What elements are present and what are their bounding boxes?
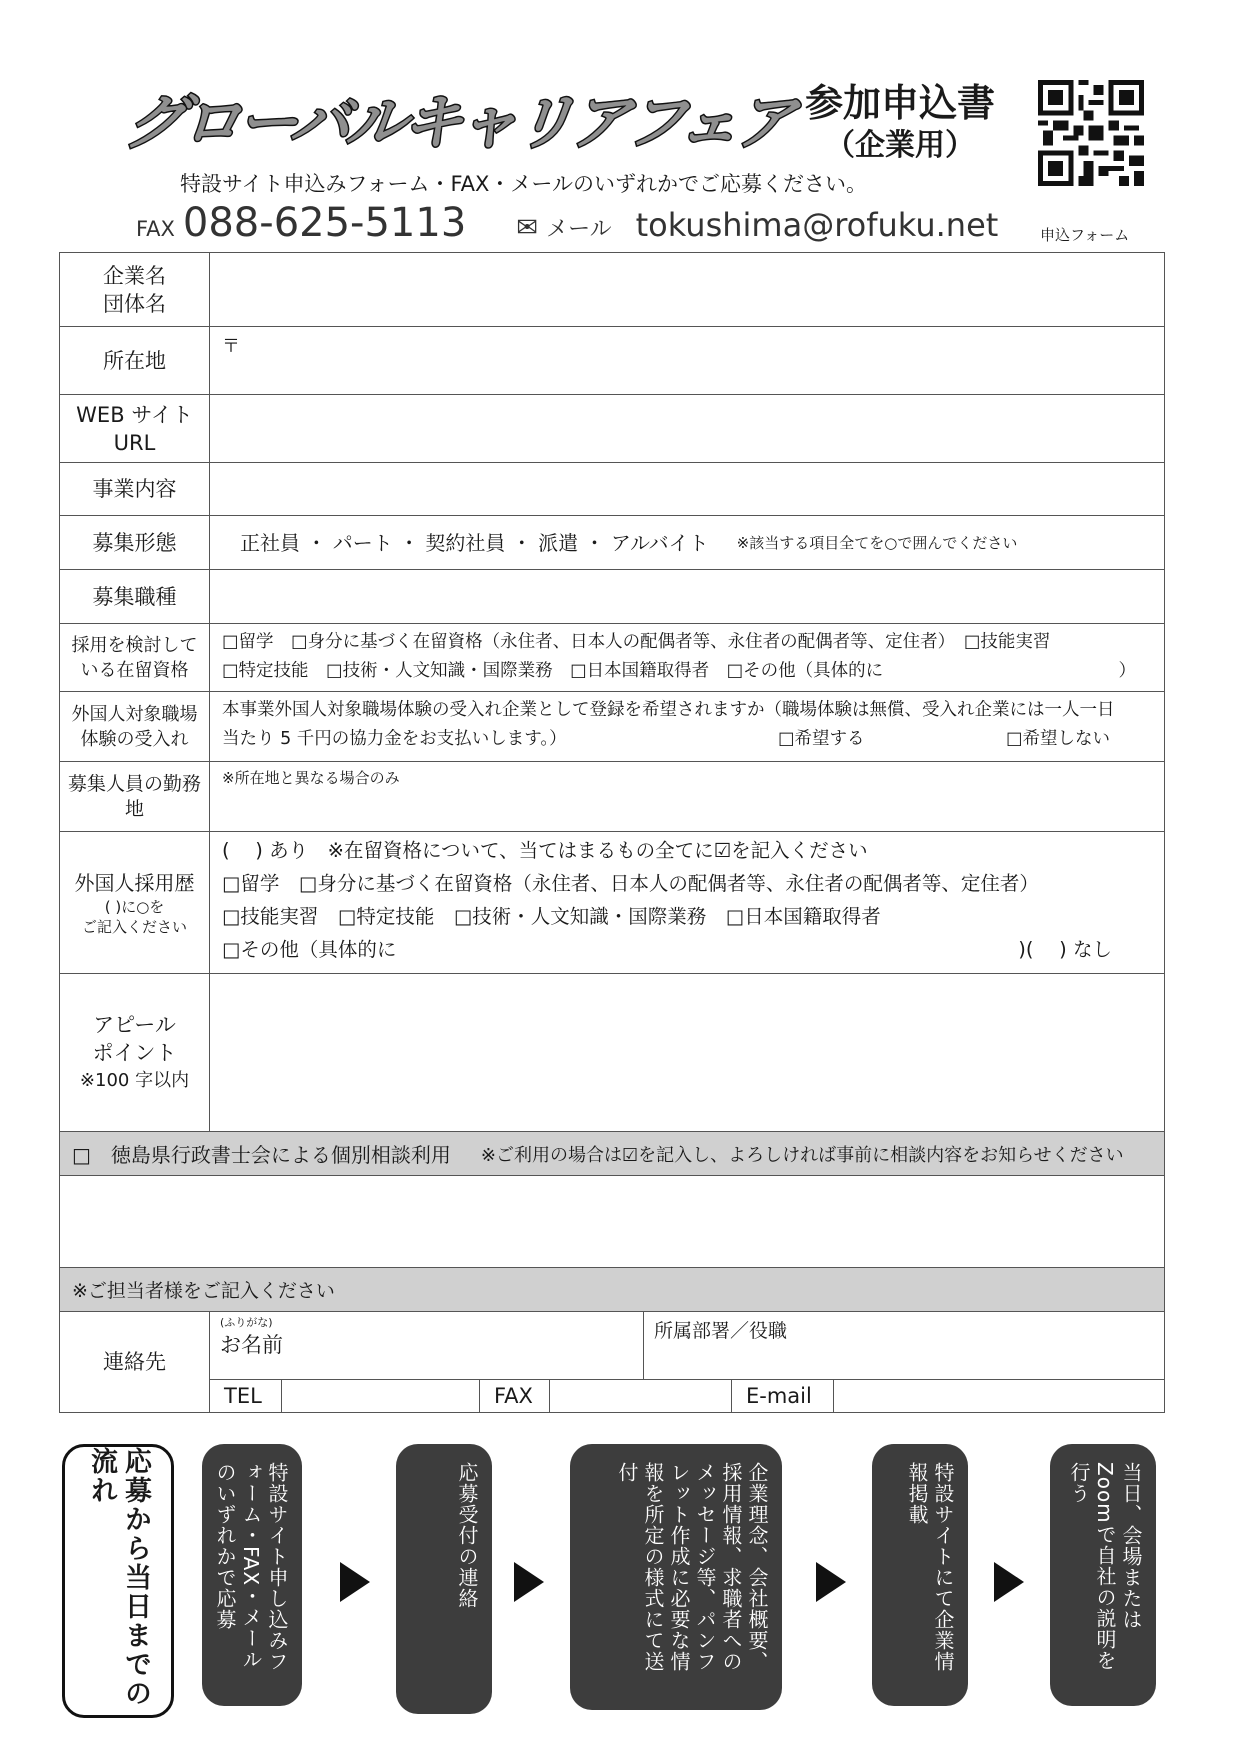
work-trial-line1: 本事業外国人対象職場体験の受入れ企業として登録を希望されますか（職場体験は無償、受入れ企業には一人一日 [222, 700, 1115, 720]
row-business [60, 463, 1164, 516]
residence-status-label-line2: いる在留資格 [80, 659, 189, 681]
workplace-field[interactable] [210, 762, 1164, 831]
residence-status-label-line1: 採用を検討して [71, 634, 198, 656]
qr-label: 申込フォーム [1040, 226, 1130, 244]
contact-top [210, 1312, 1164, 1380]
person-in-charge-note: ※ご担当者様をご記入ください [72, 1280, 335, 1302]
consultation-note: ※ご利用の場合は☑を記入し、よろしければ事前に相談内容をお知らせください [480, 1144, 1124, 1166]
workplace-note: ※所在地と異なる場合のみ [222, 769, 400, 787]
work-trial-no-checkbox[interactable]: □希望しない [1006, 729, 1111, 749]
row-website [60, 395, 1164, 463]
row-work-trial [60, 692, 1164, 762]
website-label [60, 395, 210, 462]
flow-step-3: 企業理念、会社概要、採用情報、求職者へのメッセージ等、パンフレット作成に必要な情報を所定の様式にて送付 [570, 1444, 782, 1710]
form-title-main: 参加申込書 [804, 81, 995, 125]
employment-type-note: ※該当する項目全てを○で囲んでください [736, 533, 1018, 552]
form-subtitle: （企業用） [825, 128, 975, 163]
residence-status-line2: □特定技能 □技術・人文知識・国際業務 □日本国籍取得者 □その他（具体的に [222, 661, 884, 681]
work-trial-line2: 当たり 5 千円の協力金をお支払いします。） [222, 729, 567, 749]
form-title [790, 80, 1010, 166]
row-residence-status [60, 624, 1164, 692]
work-trial-field [210, 692, 1164, 761]
hiring-history-none: )( ) なし [1018, 938, 1112, 961]
fax-label: FAX [136, 217, 175, 241]
consultation-row[interactable] [60, 1132, 1164, 1176]
hiring-history-line4: □その他（具体的に [222, 938, 397, 961]
row-workplace [60, 762, 1164, 832]
row-job-type [60, 570, 1164, 624]
flow-step-2: 応募受付の連絡 [396, 1444, 492, 1714]
residence-status-close: ） [1118, 661, 1136, 681]
residence-status-field[interactable] [210, 624, 1164, 691]
mail-address[interactable]: tokushima@rofuku.net [635, 206, 999, 244]
row-appeal [60, 974, 1164, 1132]
work-trial-line2-wrap [222, 725, 1152, 754]
email-field[interactable] [834, 1380, 1164, 1412]
contact-bottom [210, 1380, 1164, 1412]
department-field[interactable] [644, 1312, 1164, 1379]
work-trial-label-line1: 外国人対象職場 [71, 703, 198, 725]
application-form [59, 252, 1165, 1413]
workplace-label: 募集人員の勤務地 [60, 762, 210, 831]
residence-status-line2-wrap [222, 657, 1152, 686]
employment-type-options: 正社員 ・ パート ・ 契約社員 ・ 派遣 ・ アルバイト [240, 530, 709, 555]
row-address [60, 327, 1164, 395]
hiring-history-line1: ( ) あり ※在留資格について、当てはまるもの全てに☑を記入ください [222, 839, 868, 862]
business-label: 事業内容 [60, 463, 210, 515]
application-instructions: 特設サイト申込みフォーム・FAX・メールのいずれかでご応募ください。 [180, 172, 867, 196]
department-label: 所属部署／役職 [654, 1320, 788, 1342]
website-label-line2: URL [113, 430, 156, 455]
business-field[interactable] [210, 463, 1164, 515]
company-name-field[interactable] [210, 253, 1164, 326]
consultation-content-field[interactable] [60, 1176, 1164, 1268]
arrow-right-icon [514, 1562, 544, 1602]
row-contact [60, 1312, 1164, 1413]
event-title: グローバルキャリアフェア [121, 88, 796, 158]
flow-step-5: 当日、会場またはZoomで自社の説明を行う [1050, 1444, 1156, 1706]
name-label: お名前 [220, 1333, 283, 1357]
arrow-right-icon [340, 1562, 370, 1602]
hiring-history-field[interactable] [210, 832, 1164, 973]
company-name-label-line1: 企業名 [103, 263, 166, 288]
appeal-field[interactable] [210, 974, 1164, 1131]
appeal-label-line2: ポイント [92, 1040, 177, 1065]
address-label: 所在地 [60, 327, 210, 394]
contact-grid [210, 1312, 1164, 1412]
website-field[interactable] [210, 395, 1164, 462]
residence-status-label [60, 624, 210, 691]
row-company-name [60, 253, 1164, 327]
residence-status-line1: □留学 □身分に基づく在留資格（永住者、日本人の配偶者等、永住者の配偶者等、定住者） □技能実習 [222, 632, 1051, 652]
hiring-history-line4-wrap [222, 933, 1152, 966]
job-type-label: 募集職種 [60, 570, 210, 623]
mail-label: メール [546, 217, 612, 242]
flow-title: 応募から当日までの流れ [62, 1444, 174, 1718]
name-field[interactable] [210, 1312, 644, 1379]
person-in-charge-note-row [60, 1268, 1164, 1312]
fax-field[interactable] [550, 1380, 732, 1412]
work-trial-yes-checkbox[interactable]: □希望する [778, 729, 865, 749]
fax-number[interactable]: 088-625-5113 [182, 200, 467, 246]
row-employment-type [60, 516, 1164, 570]
hiring-history-line3: □技能実習 □特定技能 □技術・人文知識・国際業務 □日本国籍取得者 [222, 905, 881, 928]
appeal-label [60, 974, 210, 1131]
hiring-history-sub1: ( )に○を [104, 897, 165, 916]
furigana-label: (ふりがな) [220, 1316, 273, 1329]
website-label-line1: WEB サイト [76, 402, 193, 427]
flow-step-4: 特設サイトにて企業情報掲載 [872, 1444, 968, 1706]
tel-label: TEL [210, 1380, 282, 1412]
appeal-label-line1: アピール [93, 1012, 176, 1037]
work-trial-label [60, 692, 210, 761]
postal-mark: 〒 [222, 336, 240, 357]
company-name-label [60, 253, 210, 326]
consultation-label: □ 徳島県行政書士会による個別相談利用 [72, 1143, 451, 1167]
arrow-right-icon [816, 1562, 846, 1602]
job-type-field[interactable] [210, 570, 1164, 623]
hiring-history-title: 外国人採用歴 [74, 870, 195, 895]
hiring-history-label [60, 832, 210, 973]
appeal-label-line3: ※100 字以内 [79, 1069, 190, 1091]
company-name-label-line2: 団体名 [103, 291, 166, 316]
flow-step-1: 特設サイト申し込みフォーム・FAX・メールのいずれかで応募 [202, 1444, 302, 1706]
employment-type-label: 募集形態 [60, 516, 210, 569]
work-trial-label-line2: 体験の受入れ [80, 728, 189, 750]
hiring-history-line2: □留学 □身分に基づく在留資格（永住者、日本人の配偶者等、永住者の配偶者等、定住者） [222, 872, 1039, 895]
employment-type-field[interactable] [210, 516, 1164, 569]
tel-field[interactable] [282, 1380, 480, 1412]
contact-line [136, 200, 998, 250]
qr-code-icon[interactable] [1038, 80, 1144, 186]
email-label: E-mail [732, 1380, 834, 1412]
address-field[interactable] [210, 327, 1164, 394]
envelope-icon: ✉ [516, 213, 539, 243]
row-hiring-history [60, 832, 1164, 974]
fax-field-label: FAX [480, 1380, 550, 1412]
contact-label: 連絡先 [60, 1312, 210, 1412]
hiring-history-sub2: ご記入ください [81, 917, 187, 936]
arrow-right-icon [994, 1562, 1024, 1602]
